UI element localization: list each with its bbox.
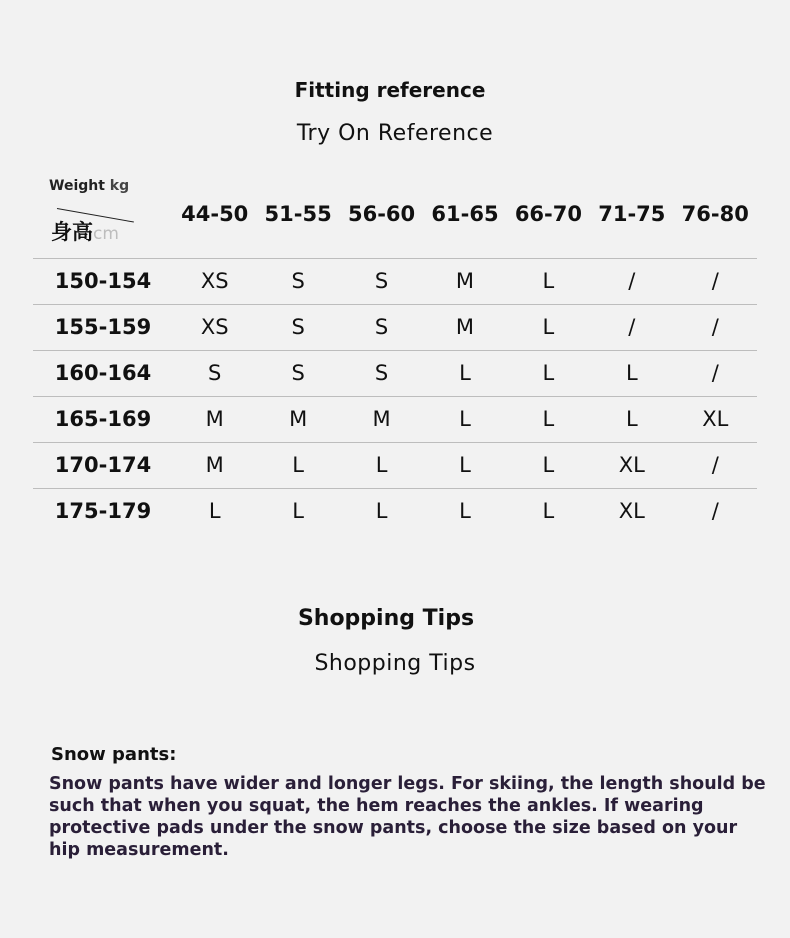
weight-unit: kg [109, 178, 130, 194]
size-cell: M [372, 407, 391, 431]
size-cell: L [542, 315, 555, 339]
size-cell: M [455, 315, 475, 339]
size-cell: M [455, 269, 475, 293]
weight-range-header: 66-70 [514, 201, 582, 226]
tips-subtitle: Shopping Tips [314, 651, 476, 676]
height-range-label: 160-164 [54, 361, 152, 385]
size-chart-table [33, 170, 757, 534]
note-title: Snow pants: [51, 744, 177, 765]
size-cell: XL [618, 499, 645, 524]
size-cell: S [291, 361, 305, 385]
size-cell: / [628, 269, 636, 293]
size-chart-body [33, 258, 757, 534]
weight-range-header: 76-80 [681, 201, 749, 226]
height-range-label: 170-174 [54, 453, 152, 477]
size-cell: L [375, 453, 388, 477]
size-cell: / [711, 361, 719, 385]
size-cell: XL [618, 453, 645, 477]
weight-label: Weight [49, 178, 105, 194]
size-cell: / [711, 315, 719, 339]
size-cell: M [289, 407, 308, 431]
height-label: 身高 [51, 220, 93, 244]
weight-range-header: 51-55 [264, 201, 332, 226]
page-title: Fitting reference [294, 78, 486, 102]
table-row [33, 350, 757, 396]
size-cell: S [374, 361, 389, 385]
height-range-label: 175-179 [54, 499, 152, 524]
table-header-row [33, 170, 757, 258]
size-cell: L [459, 407, 471, 431]
table-row [33, 304, 757, 350]
size-cell: XS [200, 269, 229, 293]
size-cell: L [459, 499, 471, 524]
size-cell: XS [200, 315, 229, 339]
table-row [33, 442, 757, 488]
height-axis-label [51, 216, 119, 246]
page-subtitle: Try On Reference [296, 121, 494, 146]
height-unit: cm [93, 224, 119, 244]
weight-range-header: 56-60 [347, 201, 416, 226]
size-cell: S [374, 315, 389, 339]
size-cell: / [711, 499, 719, 524]
size-cell: S [291, 315, 305, 339]
tips-title: Shopping Tips [297, 606, 475, 631]
size-cell: L [542, 361, 555, 385]
size-cell: M [205, 407, 224, 431]
size-cell: L [542, 269, 555, 293]
weight-range-header: 71-75 [598, 201, 666, 226]
size-cell: XL [702, 407, 729, 431]
size-cell: / [628, 315, 636, 339]
weight-range-header: 44-50 [181, 201, 249, 226]
table-row [33, 396, 757, 442]
size-cell: S [374, 269, 389, 293]
table-row [33, 258, 757, 304]
size-cell: L [542, 453, 555, 477]
corner-cell [33, 170, 173, 258]
weight-range-header: 61-65 [431, 201, 499, 226]
size-cell: S [291, 269, 305, 293]
size-cell: L [459, 361, 471, 385]
size-cell: L [292, 499, 304, 524]
size-cell: L [625, 361, 638, 385]
table-row [33, 488, 757, 534]
height-range-label: 155-159 [54, 315, 152, 339]
size-cell: S [208, 361, 222, 385]
size-cell: L [292, 453, 304, 477]
size-cell: L [208, 499, 221, 524]
size-cell: L [542, 407, 555, 431]
size-cell: / [711, 269, 719, 293]
weight-axis-label [49, 178, 129, 194]
size-cell: L [375, 499, 388, 524]
height-range-label: 165-169 [54, 407, 152, 431]
height-range-label: 150-154 [54, 269, 152, 293]
size-cell: L [542, 499, 555, 524]
size-cell: M [205, 453, 224, 477]
size-cell: L [459, 453, 471, 477]
size-cell: L [625, 407, 638, 431]
size-cell: / [711, 453, 719, 477]
note-body: Snow pants have wider and longer legs. For skiing, the length should be such that when you squat, the hem reaches the ankles. If wearing protective pads under the snow pants, choose the size based on your hip measurement. [49, 774, 766, 860]
